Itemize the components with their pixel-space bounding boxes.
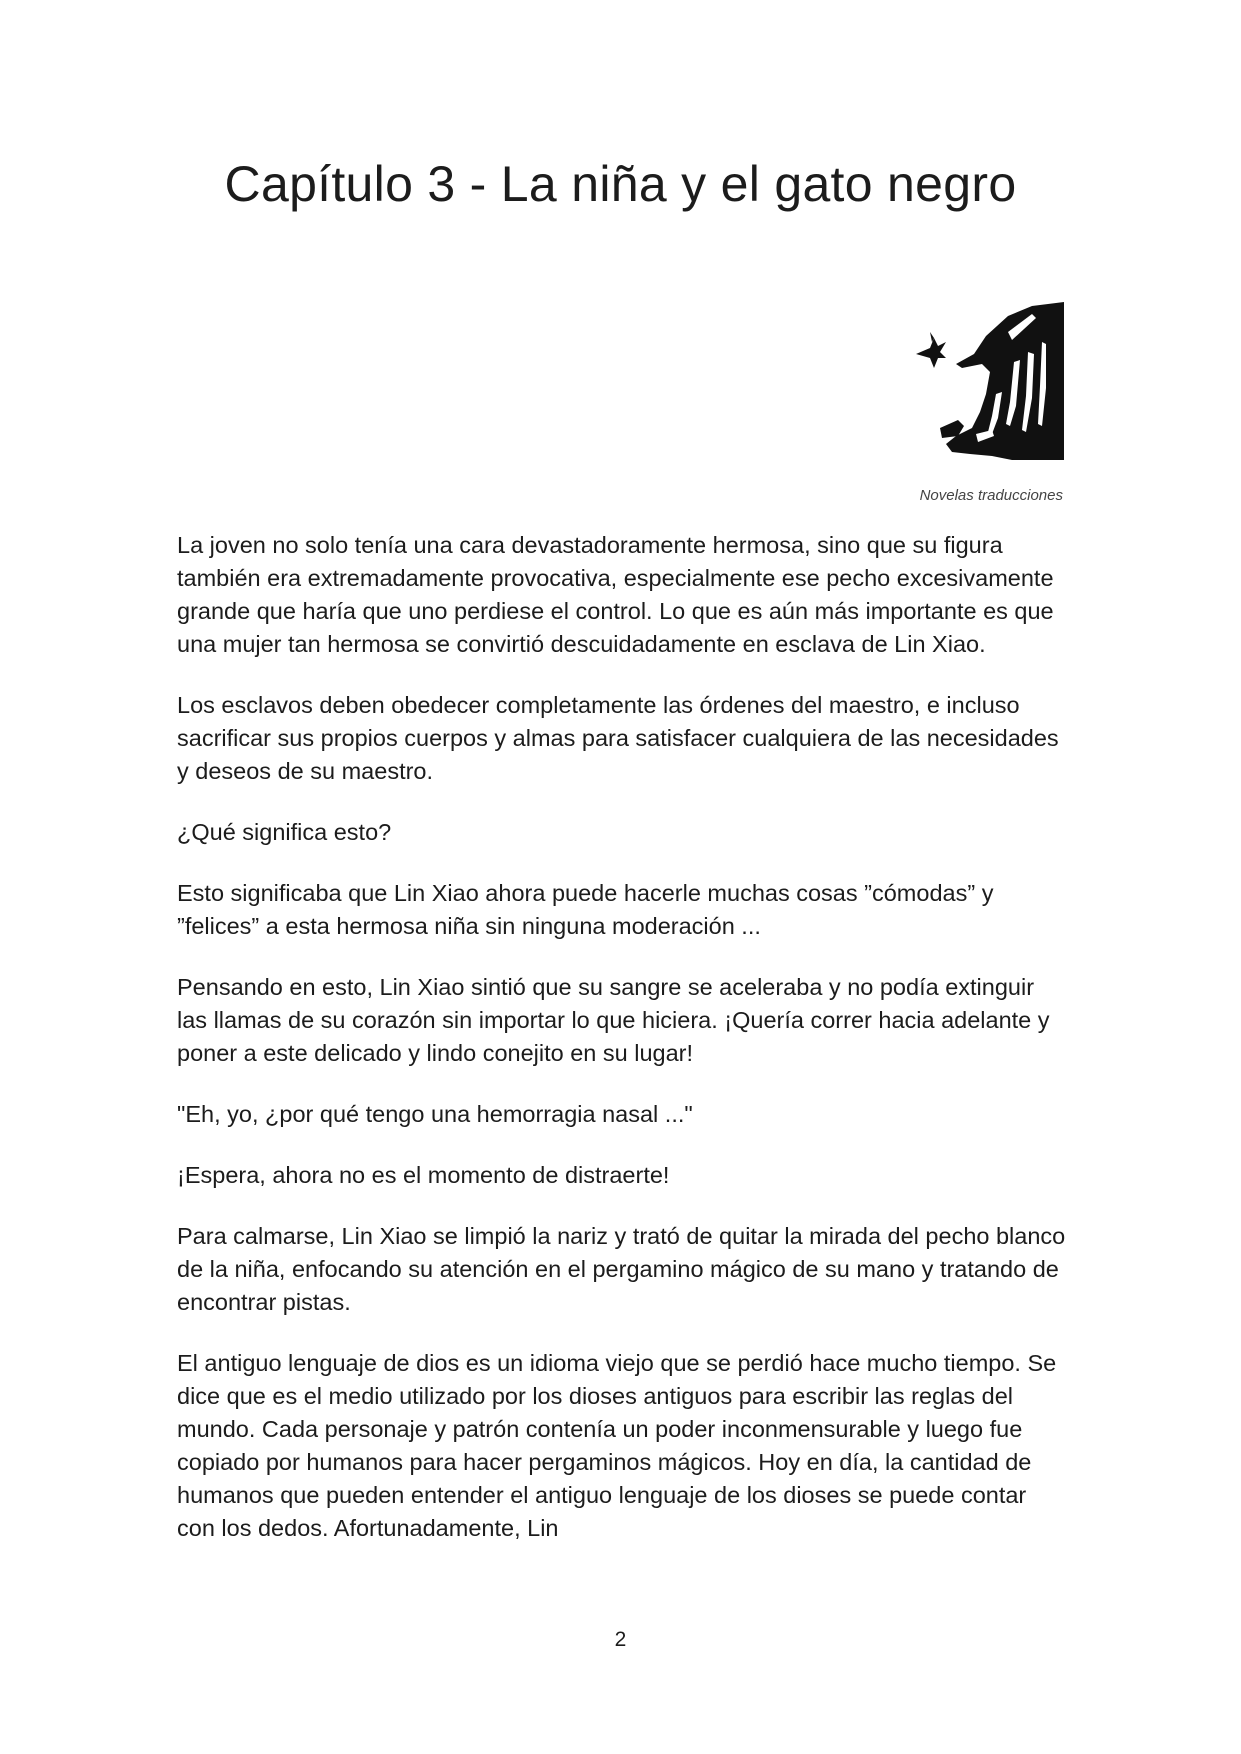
hooded-figure-with-bird-icon <box>912 302 1064 460</box>
paragraph: Esto significaba que Lin Xiao ahora puede hacerle muchas cosas ”cómodas” y ”felices” a esta hermosa niña sin ninguna moderación ... <box>177 880 994 939</box>
chapter-title: Capítulo 3 - La niña y el gato negro <box>224 156 1017 212</box>
paragraph: Para calmarse, Lin Xiao se limpió la nariz y trató de quitar la mirada del pecho blanco de la niña, enfocando su atención en el pergamino mágico de su mano y tratando de encontrar pistas. <box>177 1223 1066 1315</box>
logo-caption: Novelas traducciones <box>919 487 1063 504</box>
paragraph: Los esclavos deben obedecer completamente las órdenes del maestro, e incluso sacrificar sus propios cuerpos y almas para satisfacer cualquiera de las necesidades y deseos de su maestro. <box>177 692 1059 784</box>
paragraph: El antiguo lenguaje de dios es un idioma viejo que se perdió hace mucho tiempo. Se dice que es el medio utilizado por los dioses antiguos para escribir las reglas del mundo. Cada personaje y patrón contenía un poder inconmensurable y luego fue copiado por humanos para hacer pergaminos mágicos. Hoy en día, la cantidad de humanos que pueden entender el antiguo lenguaje de los dioses se puede contar con los dedos. Afortunadamente, Lin <box>177 1350 1057 1541</box>
paragraph: Pensando en esto, Lin Xiao sintió que su sangre se aceleraba y no podía extinguir las llamas de su corazón sin importar lo que hiciera. ¡Quería correr hacia adelante y poner a este delicado y lindo conejito en su lugar! <box>177 974 1050 1066</box>
paragraph: La joven no solo tenía una cara devastadoramente hermosa, sino que su figura también era extremadamente provocativa, especialmente ese pecho excesivamente grande que haría que uno perdiese el control. Lo que es aún más importante es que una mujer tan hermosa se convirtió descuidadamente en esclava de Lin Xiao. <box>177 532 1054 657</box>
paragraph: ¡Espera, ahora no es el momento de distraerte! <box>177 1162 670 1188</box>
paragraph: "Eh, yo, ¿por qué tengo una hemorragia nasal ..." <box>177 1101 693 1127</box>
page-number: 2 <box>614 1628 627 1651</box>
paragraph: ¿Qué significa esto? <box>177 819 392 845</box>
chapter-body <box>177 529 1069 1573</box>
